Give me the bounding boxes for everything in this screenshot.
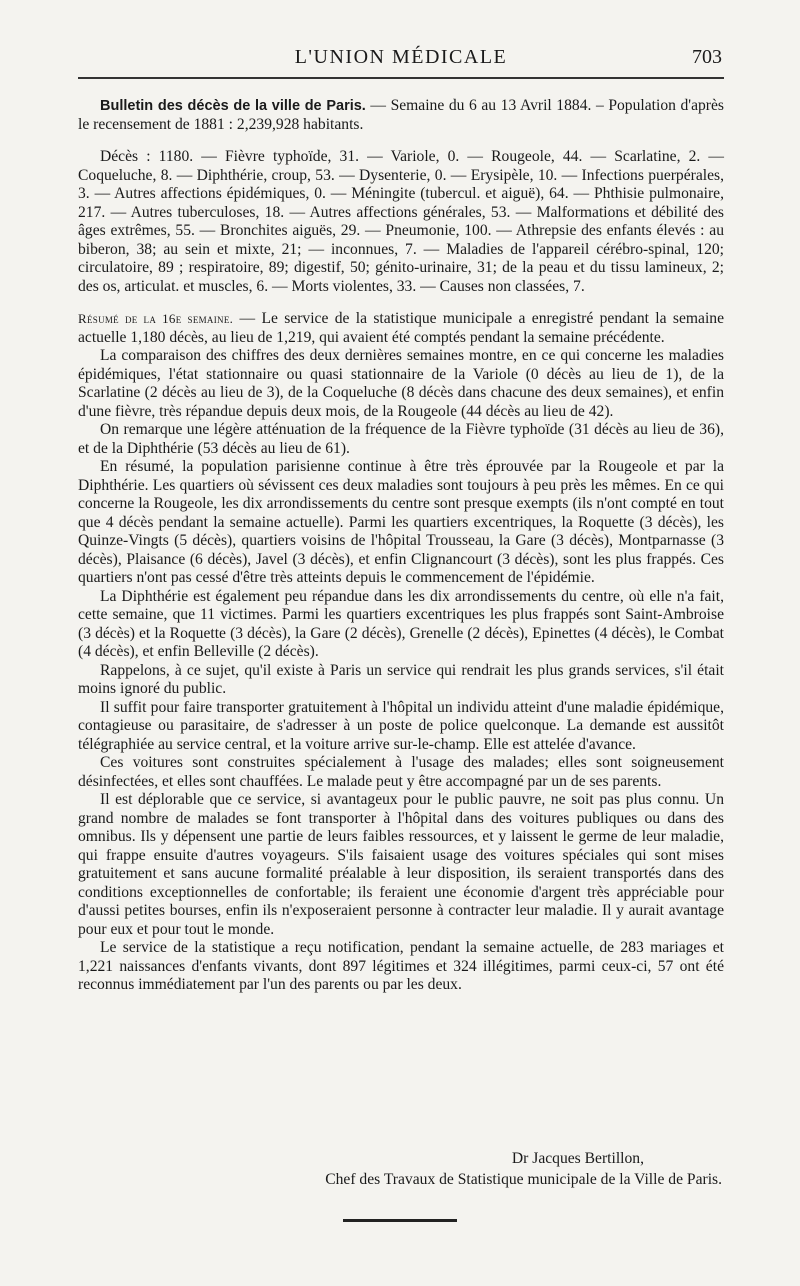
signature-block xyxy=(78,1148,724,1190)
running-head xyxy=(78,42,724,72)
signature-role: Chef des Travaux de Statistique municipale de la Ville de Paris. xyxy=(325,1171,722,1188)
bulletin-subtitle: — Semaine du 6 au 13 Avril 1884. – Population d'après le recensement de 1881 : 2,239,928 habitants. xyxy=(78,97,724,133)
article-body xyxy=(78,97,724,995)
bulletin-title: Bulletin des décès de la ville de Paris. xyxy=(100,98,366,114)
journal-title: L'UNION MÉDICALE xyxy=(294,46,508,68)
resume-text: — Le service de la statistique municipale a enregistré pendant la semaine actuelle 1,180 décès, au lieu de 1,219, qui avaient été comptés pendant la semaine précédente. xyxy=(78,310,724,346)
paragraph-vehicles: Ces voitures sont construites spécialement à l'usage des malades; elles sont soigneusement désinfectées, et elles sont chauffées. Le malade peut y être accompagné par un de ses parents. xyxy=(78,754,724,790)
deaths-paragraph: Décès : 1180. — Fièvre typhoïde, 31. — Variole, 0. — Rougeole, 44. — Scarlatine, 2. — Coqueluche, 8. — Diphthérie, croup, 53. — Dysenterie, 0. — Erysipèle, 10. — Infections puerpérales, 3. — Autres affections épidémiques, 0. — Méningite (tubercul. et aiguë), 64. — Phthisie pulmonaire, 217. — Autres tuberculoses, 18. — Autres affections générales, 53. — Malformations et débilité des âges extrêmes, 55. — Bronchites aiguës, 29. — Pneumonie, 100. — Athrepsie des enfants élevés : au biberon, 38; au sein et mixte, 21; — inconnues, 7. — Maladies de l'appareil cérébro-spinal, 120; circulatoire, 89 ; respiratoire, 89; digestif, 50; génito-urinaire, 31; de la peau et du tissu lamineux, 2; des os, articulat. et muscles, 6. — Morts violentes, 33. — Causes non classées, 7. xyxy=(78,148,724,295)
paragraph-attenuation: On remarque une légère atténuation de la fréquence de la Fièvre typhoïde (31 décès au lieu de 36), et de la Diphthérie (53 décès au lieu de 61). xyxy=(78,421,724,457)
page-number: 703 xyxy=(692,46,722,68)
resume-label: Résumé de la 16e semaine. xyxy=(78,311,234,326)
paragraph-diphtheria: La Diphthérie est également peu répandue dans les dix arrondissements du centre, où elle n'a fait, cette semaine, que 11 victimes. Parmi les quartiers excentriques les plus frappés sont Saint-Ambroise (3 décès) et la Roquette (3 décès), la Gare (2 décès), Grenelle (2 décès), Epinettes (4 décès), le Combat (4 décès), et enfin Belleville (2 décès). xyxy=(78,587,724,660)
header-rule xyxy=(78,77,724,79)
paragraph-summary: En résumé, la population parisienne continue à être très éprouvée par la Rougeole et par la Diphthérie. Les quartiers où sévissent ces deux maladies sont toujours à peu près les mêmes. En ce qui concerne la Rougeole, les dix arrondissements du centre sont presque exempts (ils n'ont compté en tout que 4 décès pendant la semaine actuelle). Parmi les quartiers excentriques, la Roquette (3 décès), les Quinze-Vingts (5 décès), quartiers voisins de l'hôpital Trousseau, la Gare (3 décès), Montparnasse (3 décès), Plaisance (6 décès), Javel (3 décès), et enfin Clignancourt (3 décès), sont les plus frappés. Ces quartiers n'ont pas cessé d'être très atteints depuis le commencement de l'épidémie. xyxy=(78,458,724,586)
end-rule xyxy=(343,1219,457,1222)
signature-name: Dr Jacques Bertillon, xyxy=(511,1150,644,1167)
paragraph-deplorable: Il est déplorable que ce service, si avantageux pour le public pauvre, ne soit pas plus connu. Un grand nombre de malades se font transporter à l'hôpital dans des voitures publiques ou dans des omnibus. Ils y dépensent une partie de leurs faibles ressources, et y laissent le germe de leur maladie, qui frappe ensuite d'autres voyageurs. S'ils faisaient usage des voitures spéciales qui sont mises gratuitement et sans aucune formalité préalable à leur disposition, ils seraient transportés dans des conditions exceptionnelles de confortable; ils feraient une économie d'argent très appréciable pour d'aussi petites bourses, enfin ils n'exposeraient personne à contracter leur maladie. Il y aurait avantage pour eux et pour tout le monde. xyxy=(78,791,724,938)
paragraph-service: Rappelons, à ce sujet, qu'il existe à Paris un service qui rendrait les plus grands services, s'il était moins ignoré du public. xyxy=(78,661,724,697)
paragraph-transport: Il suffit pour faire transporter gratuitement à l'hôpital un individu atteint d'une maladie épidémique, contagieuse ou parasitaire, de s'adresser à un poste de police quelconque. La demande est aussitôt télégraphiée au service central, et la voiture arrive sur-le-champ. Elle est attelée d'avance. xyxy=(78,698,724,753)
paragraph-notifications: Le service de la statistique a reçu notification, pendant la semaine actuelle, de 283 mariages et 1,221 naissances d'enfants vivants, dont 897 légitimes et 324 illégitimes, parmi ceux-ci, 57 ont été reconnus immédiatement par l'un des parents ou par les deux. xyxy=(78,939,724,993)
paragraph-comparison: La comparaison des chiffres des deux dernières semaines montre, en ce qui concerne les maladies épidémiques, l'état stationnaire ou quasi stationnaire de la Variole (0 décès au lieu de 1), de la Scarlatine (2 décès au lieu de 3), de la Coqueluche (8 décès dans chacune des deux semaines), et enfin d'une fièvre, très répandue depuis deux mois, de la Rougeole (44 décès au lieu de 42). xyxy=(78,347,724,420)
bulletin-heading xyxy=(78,97,724,134)
resume-paragraph xyxy=(78,310,724,347)
